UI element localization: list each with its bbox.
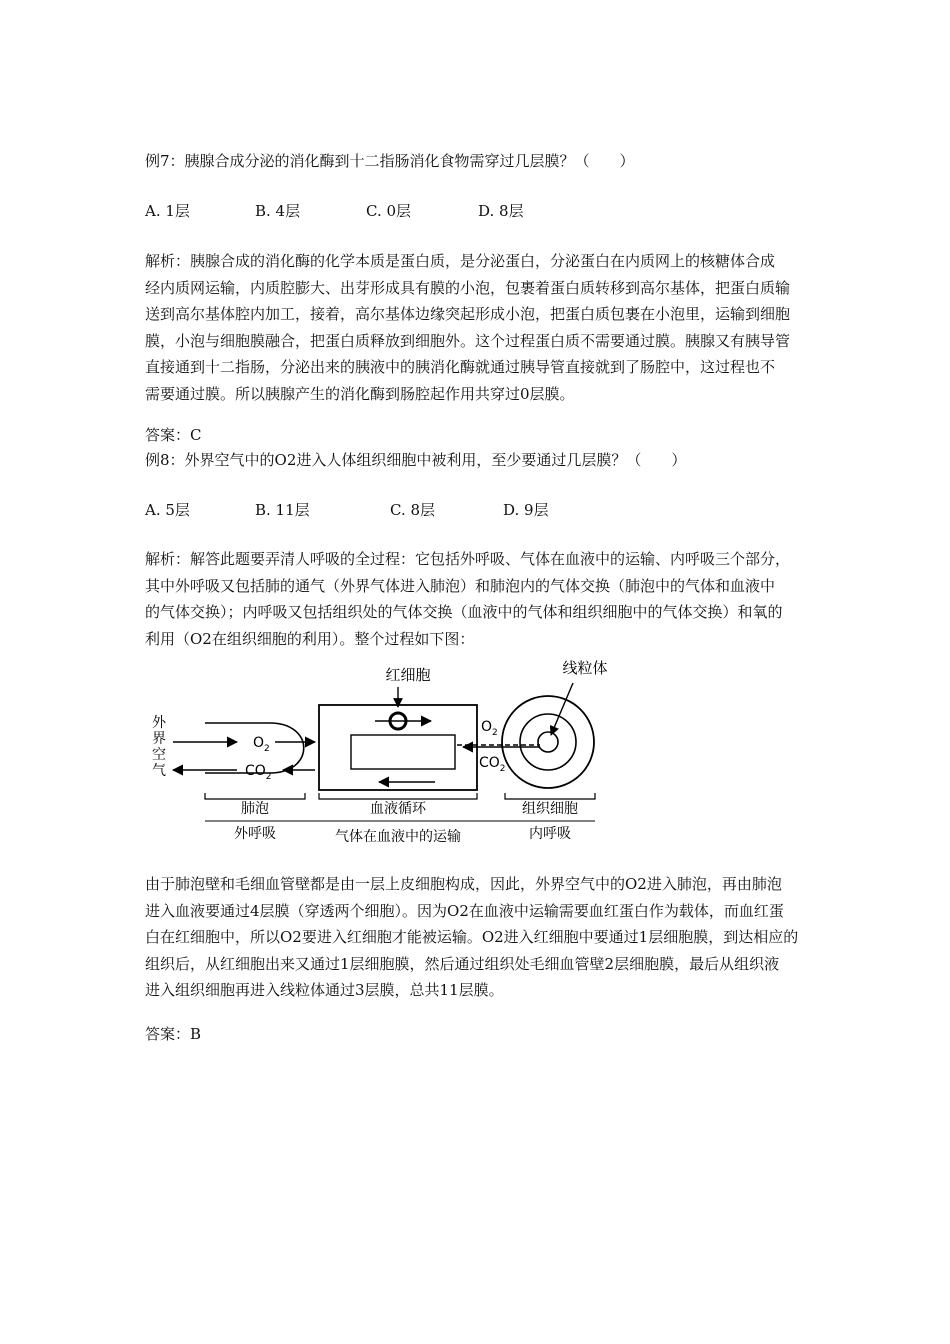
q8-explanation-line: 组织后，从红细胞出来又通过1层细胞膜，然后通过组织处毛细血管壁2层细胞膜，最后从组织液 (145, 954, 780, 973)
q7-analysis-line: 解析：胰腺合成的消化酶的化学本质是蛋白质，是分泌蛋白，分泌蛋白在内质网上的核糖体合成 (145, 252, 776, 270)
q8-analysis-line: 解析：解答此题要弄清人呼吸的全过程：它包括外呼吸、气体在血液中的运输、内呼吸三个部分， (145, 550, 791, 568)
q8-option-c: C. 8层 (390, 501, 436, 519)
q7-answer: 答案：C (145, 426, 202, 444)
outside-air-label: 界 (152, 731, 166, 747)
q7-option-d: D. 8层 (478, 202, 524, 220)
q8-explanation-line: 由于肺泡壁和毛细血管壁都是由一层上皮细胞构成，因此，外界空气中的O2进入肺泡，再由肺泡 (145, 875, 782, 893)
blood-circulation-box (319, 705, 477, 790)
red-cell-label: 红细胞 (385, 666, 431, 684)
q8-question: 例8：外界空气中的O2进入人体组织细胞中被利用，至少要通过几层膜？（ ） (145, 451, 687, 469)
tissue-co2-label: $CO_2$ (479, 755, 506, 774)
tissue-cell (502, 696, 594, 788)
q7-analysis-line: 膜，小泡与细胞膜融合，把蛋白质释放到细胞外。这个过程蛋白质不需要通过膜。胰腺又有胰导管 (145, 331, 791, 350)
mitochondria-label: 线粒体 (562, 659, 608, 677)
gas-transport-label: 气体在血液中的运输 (335, 829, 461, 845)
q8-option-a: A. 5层 (145, 501, 190, 519)
q7-question: 例7：胰腺合成分泌的消化酶到十二指肠消化食物需穿过几层膜？（ ） (145, 152, 635, 170)
outside-air-label: 气 (152, 763, 166, 779)
alveolus-co2-label: $CO_2$ (245, 763, 272, 782)
q8-answer: 答案：B (145, 1025, 202, 1043)
q8-explanation-line: 进入组织细胞再进入线粒体通过3层膜，总共11层膜。 (145, 981, 504, 999)
blood-brace (319, 793, 477, 799)
mitochondria-outer (520, 714, 576, 770)
tissue-cell-label: 组织细胞 (522, 801, 578, 817)
q8-analysis-line: 利用（O2在组织细胞的利用）。整个过程如下图： (145, 629, 475, 648)
internal-respiration-label: 内呼吸 (529, 826, 571, 842)
alveolus-brace (205, 793, 305, 799)
q7-option-c: C. 0层 (366, 202, 412, 220)
q8-option-b: B. 11层 (255, 501, 310, 519)
tissue-brace (505, 793, 595, 799)
q8-explanation-line: 进入血液要通过4层膜（穿透两个细胞）。因为O2在血液中运输需要血红蛋白作为载体，而血红蛋 (145, 901, 784, 920)
q8-explanation (145, 871, 810, 1004)
q8-option-d: D. 9层 (503, 501, 549, 519)
q7-analysis-line: 需要通过膜。所以胰腺产生的消化酶到肠腔起作用共穿过0层膜。 (145, 384, 575, 403)
mitochondria-inner (538, 732, 558, 752)
respiration-diagram (145, 655, 615, 850)
external-respiration-label: 外呼吸 (234, 826, 276, 842)
q7-analysis-line: 经内质网运输，内质腔膨大、出芽形成具有膜的小泡，包裹着蛋白质转移到高尔基体，把蛋白质输 (145, 278, 791, 297)
q8-analysis-line: 的气体交换）；内呼吸又包括组织处的气体交换（血液中的气体和组织细胞中的气体交换）和氧的 (145, 603, 783, 621)
alveolus-label: 肺泡 (241, 801, 269, 817)
blood-circulation-label: 血液循环 (370, 801, 426, 817)
q7-option-b: B. 4层 (255, 202, 301, 220)
outside-air-label: 空 (152, 747, 166, 763)
q8-analysis-line: 其中外呼吸又包括肺的通气（外界气体进入肺泡）和肺泡内的气体交换（肺泡中的气体和血液中 (145, 576, 776, 595)
tissue-o2-label: $O_2$ (481, 719, 498, 738)
q7-analysis-line: 直接通到十二指肠，分泌出来的胰液中的胰消化酶就通过胰导管直接就到了肠腔中，这过程也不 (145, 358, 776, 376)
alveolus-o2-label: $O_2$ (253, 735, 270, 754)
q7-option-a: A. 1层 (145, 202, 190, 220)
q8-explanation-line: 白在红细胞中，所以O2要进入红细胞才能被运输。O2进入红细胞中要通过1层细胞膜，到达相应的 (145, 928, 799, 946)
outside-air-label: 外 (152, 715, 166, 731)
q8-analysis (145, 546, 810, 652)
q7-analysis (145, 248, 810, 407)
blood-vessel-inner (351, 735, 455, 769)
q7-analysis-line: 送到高尔基体腔内加工，接着，高尔基体边缘突起形成小泡，把蛋白质包裹在小泡里，运输到细胞 (145, 305, 791, 323)
mitochondria-pointer (551, 683, 573, 735)
